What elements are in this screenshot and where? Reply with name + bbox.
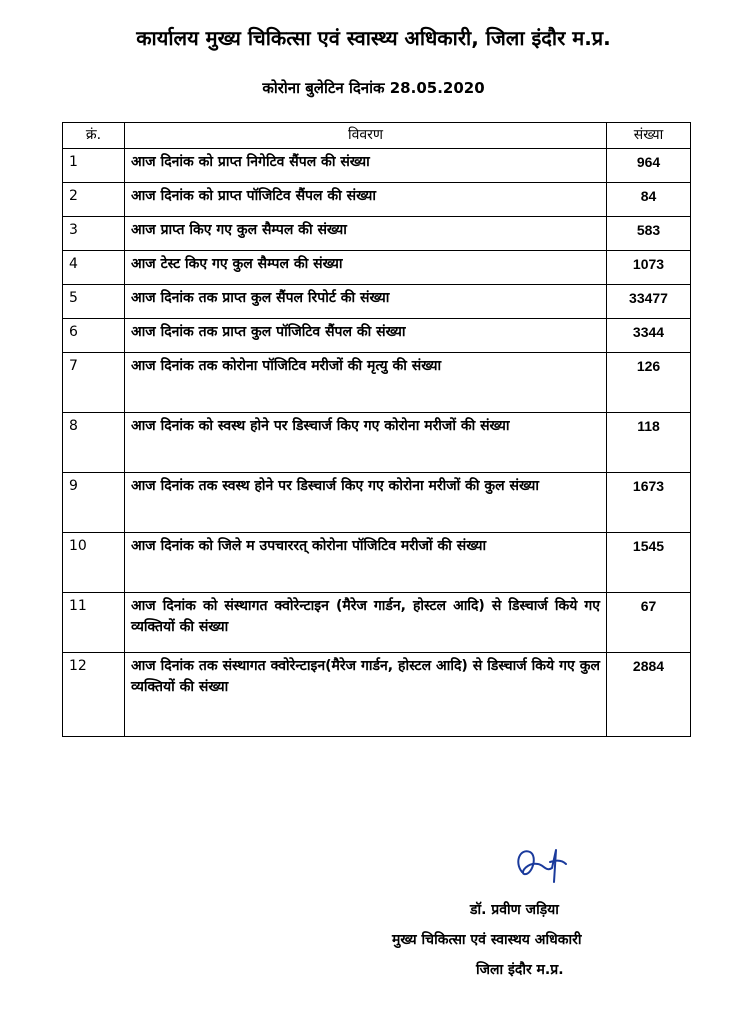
- row-serial: 12: [63, 653, 125, 737]
- office-title: कार्यालय मुख्य चिकित्सा एवं स्वास्थ्य अधिकारी, जिला इंदौर म.प्र.: [136, 26, 611, 50]
- row-description: आज दिनांक तक कोरोना पॉजिटिव मरीजों की मृत्यु की संख्या: [125, 353, 607, 413]
- row-count: 964: [607, 149, 691, 183]
- table-row: [63, 653, 691, 737]
- bulletin-date: कोरोना बुलेटिन दिनांक 28.05.2020: [262, 79, 485, 97]
- row-count: 67: [607, 593, 691, 653]
- column-header-count: संख्या: [607, 123, 691, 149]
- row-serial: 3: [63, 217, 125, 251]
- signatory-designation: मुख्य चिकित्सा एवं स्वास्थय अधिकारी: [392, 932, 582, 948]
- row-count: 84: [607, 183, 691, 217]
- row-description: आज दिनांक तक स्वस्थ होने पर डिस्चार्ज किए गए कोरोना मरीजों की कुल संख्या: [125, 473, 607, 533]
- signature-mark: [510, 842, 570, 887]
- row-description: आज दिनांक को जिले म उपचाररत् कोरोना पॉजिटिव मरीजों की संख्या: [125, 533, 607, 593]
- bulletin-table: [62, 122, 691, 737]
- row-serial: 2: [63, 183, 125, 217]
- row-description: आज दिनांक तक संस्थागत क्वोरेन्टाइन(मैरेज गार्डन, होस्टल आदि) से डिस्चार्ज किये गए कुल व्यक्तियों की संख्या: [125, 653, 607, 737]
- row-serial: 4: [63, 251, 125, 285]
- table-row: [63, 183, 691, 217]
- row-count: 2884: [607, 653, 691, 737]
- row-description: आज दिनांक को प्राप्त निगेटिव सैंपल की संख्या: [125, 149, 607, 183]
- signatory-name: डॉ. प्रवीण जड़िया: [470, 902, 559, 918]
- table-row: [63, 473, 691, 533]
- table-row: [63, 251, 691, 285]
- table-row: [63, 285, 691, 319]
- row-serial: 5: [63, 285, 125, 319]
- row-description: आज दिनांक को स्वस्थ होने पर डिस्चार्ज किए गए कोरोना मरीजों की संख्या: [125, 413, 607, 473]
- row-count: 1073: [607, 251, 691, 285]
- column-header-serial: क्रं.: [63, 123, 125, 149]
- row-count: 126: [607, 353, 691, 413]
- table-row: [63, 533, 691, 593]
- table-row: [63, 413, 691, 473]
- row-serial: 8: [63, 413, 125, 473]
- row-count: 583: [607, 217, 691, 251]
- row-serial: 10: [63, 533, 125, 593]
- row-serial: 11: [63, 593, 125, 653]
- signatory-place: जिला इंदौर म.प्र.: [476, 962, 564, 978]
- table-header-row: [63, 123, 691, 149]
- row-description: आज दिनांक तक प्राप्त कुल पॉजिटिव सैंपल की संख्या: [125, 319, 607, 353]
- table-row: [63, 217, 691, 251]
- row-serial: 7: [63, 353, 125, 413]
- table-row: [63, 593, 691, 653]
- row-description: आज दिनांक को प्राप्त पॉजिटिव सैंपल की संख्या: [125, 183, 607, 217]
- table-row: [63, 353, 691, 413]
- row-count: 1673: [607, 473, 691, 533]
- row-count: 3344: [607, 319, 691, 353]
- row-count: 33477: [607, 285, 691, 319]
- row-serial: 6: [63, 319, 125, 353]
- row-description: आज दिनांक को संस्थागत क्वोरेन्टाइन (मैरेज गार्डन, होस्टल आदि) से डिस्चार्ज किये गए व्यक्तियों की संख्या: [125, 593, 607, 653]
- column-header-description: विवरण: [125, 123, 607, 149]
- table-row: [63, 319, 691, 353]
- row-description: आज टेस्ट किए गए कुल सैम्पल की संख्या: [125, 251, 607, 285]
- row-description: आज प्राप्त किए गए कुल सैम्पल की संख्या: [125, 217, 607, 251]
- row-serial: 1: [63, 149, 125, 183]
- table-row: [63, 149, 691, 183]
- row-serial: 9: [63, 473, 125, 533]
- row-count: 1545: [607, 533, 691, 593]
- row-count: 118: [607, 413, 691, 473]
- row-description: आज दिनांक तक प्राप्त कुल सैंपल रिपोर्ट की संख्या: [125, 285, 607, 319]
